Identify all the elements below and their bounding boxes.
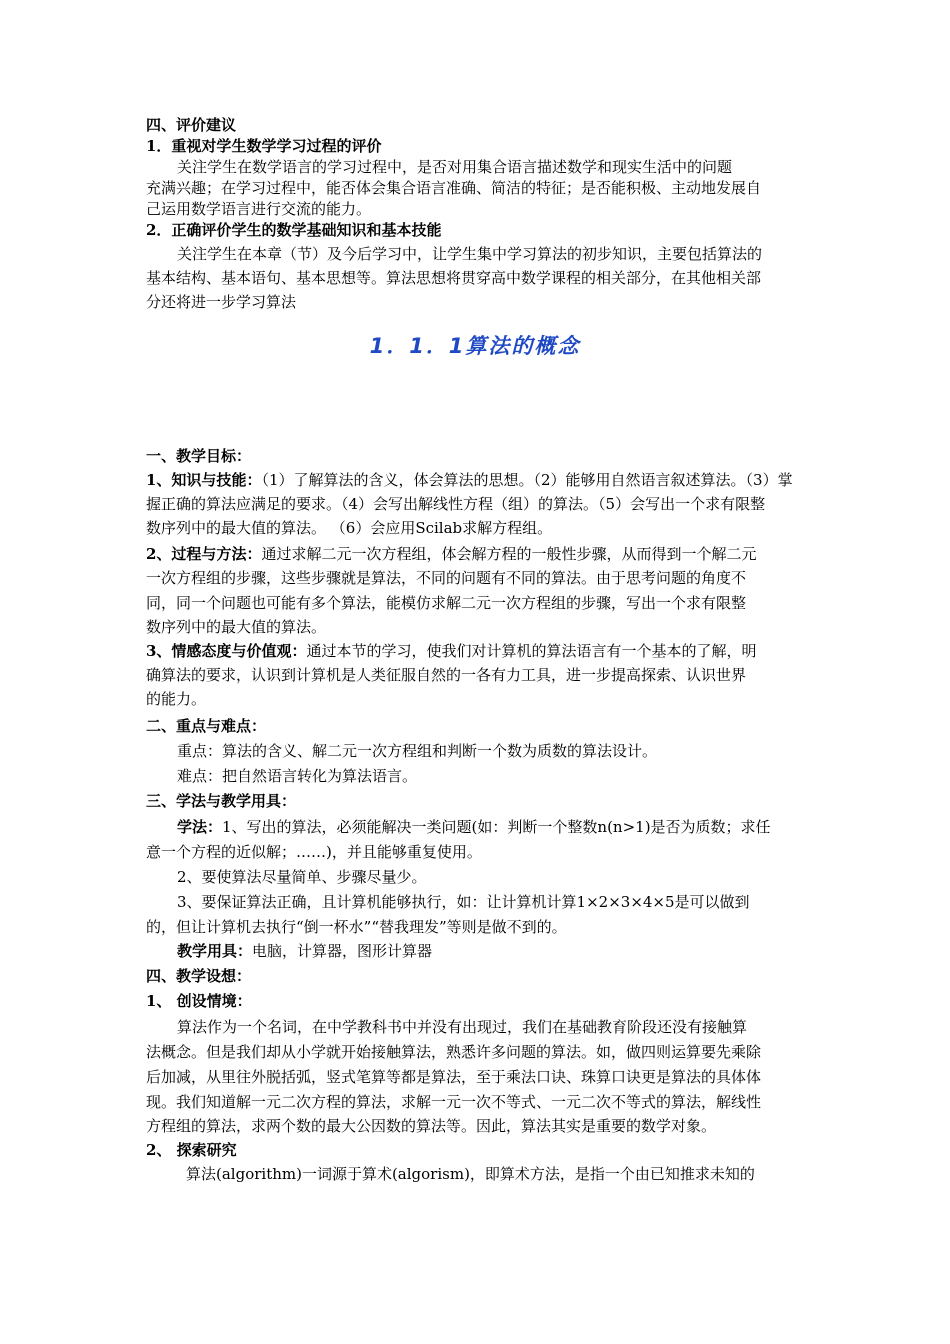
section-heading-goals: 一、教学目标： — [146, 447, 252, 465]
paragraph-line: 数序列中的最大值的算法。 （6）会应用Scilab求解方程组。 — [146, 519, 553, 537]
difficult-point: 难点：把自然语言转化为算法语言。 — [177, 767, 418, 785]
paragraph-line: 后加减，从里往外脱括弧，竖式笔算等都是算法，至于乘法口诀、珠算口诀更是算法的具体体 — [146, 1068, 762, 1086]
method-line-1 — [177, 817, 771, 837]
goal-3-text: 通过本节的学习，使我们对计算机的算法语言有一个基本的了解，明 — [306, 642, 757, 660]
key-point: 重点：算法的含义、解二元一次方程组和判断一个数为质数的算法设计。 — [177, 742, 658, 760]
paragraph-line: 算法(algorithm)一词源于算术(algorism)，即算术方法，是指一个由已知推求未知的 — [186, 1165, 755, 1183]
paragraph-line: 同，同一个问题也可能有多个算法，能模仿求解二元一次方程组的步骤，写出一个求有限整 — [146, 594, 747, 612]
section-heading-evaluation: 四、评价建议 — [146, 116, 237, 134]
paragraph-line: 现。我们知道解一元二次方程的算法，求解一元一次不等式、一元二次不等式的算法，解线性 — [146, 1093, 762, 1111]
paragraph-line: 充满兴趣；在学习过程中，能否体会集合语言准确、简洁的特征；是否能积极、主动地发展自 — [146, 179, 762, 197]
method-line-2: 2、要使算法尽量简单、步骤尽量少。 — [177, 868, 427, 886]
paragraph-line: 的能力。 — [146, 690, 207, 708]
section-heading-design: 四、教学设想： — [146, 967, 252, 985]
paragraph-line: 关注学生在本章（节）及今后学习中，让学生集中学习算法的初步知识，主要包括算法的 — [177, 245, 763, 263]
paragraph-line: 己运用数学语言进行交流的能力。 — [146, 200, 372, 218]
paragraph-line: 数序列中的最大值的算法。 — [146, 618, 327, 636]
paragraph-line: 一次方程组的步骤，这些步骤就是算法，不同的问题有不同的算法。由于思考问题的角度不 — [146, 569, 747, 587]
paragraph-line: 分还将进一步学习算法 — [146, 293, 297, 311]
goal-1-line — [146, 470, 793, 490]
goal-1-label: 1、知识与技能： — [146, 471, 262, 489]
eval-item2-heading: 2．正确评价学生的数学基础知识和基本技能 — [146, 221, 442, 239]
goal-1-text: （1）了解算法的含义，体会算法的思想。（2）能够用自然语言叙述算法。（3）掌 — [261, 471, 793, 489]
paragraph-line: 确算法的要求，认识到计算机是人类征服自然的一各有力工具，进一步提高探索、认识世界 — [146, 666, 747, 684]
goal-3-label: 3、情感态度与价值观： — [146, 642, 307, 660]
tools-text: 电脑，计算器，图形计算器 — [252, 942, 433, 960]
tools-line — [177, 941, 432, 961]
paragraph-line: 基本结构、基本语句、基本思想等。算法思想将贯穿高中数学课程的相关部分，在其他相关部 — [146, 269, 762, 287]
lesson-title: 1．1．1算法的概念 — [369, 334, 581, 358]
method-line-3: 3、要保证算法正确，且计算机能够执行，如：让计算机计算1×2×3×4×5是可以做到 — [177, 893, 750, 911]
paragraph-line: 关注学生在数学语言的学习过程中，是否对用集合语言描述数学和现实生活中的问题 — [177, 158, 733, 176]
goal-3-line — [146, 641, 756, 661]
design-step-1-heading: 1、 创设情境： — [146, 992, 252, 1010]
paragraph-line: 意一个方程的近似解；……)，并且能够重复使用。 — [146, 843, 482, 861]
paragraph-line: 法概念。但是我们却从小学就开始接触算法，熟悉许多问题的算法。如，做四则运算要先乘除 — [146, 1043, 762, 1061]
paragraph-line: 的，但让计算机去执行“倒一杯水”“替我理发”等则是做不到的。 — [146, 918, 567, 936]
paragraph-line: 握正确的算法应满足的要求。（4）会写出解线性方程（组）的算法。（5）会写出一个求有限整 — [146, 495, 766, 513]
section-heading-keypoints: 二、重点与难点： — [146, 717, 267, 735]
paragraph-line: 算法作为一个名词，在中学教科书中并没有出现过，我们在基础教育阶段还没有接触算 — [177, 1018, 748, 1036]
tools-label: 教学用具： — [177, 942, 253, 960]
eval-item1-heading: 1．重视对学生数学学习过程的评价 — [146, 137, 382, 155]
section-heading-methods: 三、学法与教学用具： — [146, 792, 297, 810]
goal-2-text: 通过求解二元一次方程组，体会解方程的一般性步骤，从而得到一个解二元 — [261, 545, 757, 563]
paragraph-line: 方程组的算法，求两个数的最大公因数的算法等。因此，算法其实是重要的数学对象。 — [146, 1117, 717, 1135]
goal-2-line — [146, 544, 756, 564]
method-text: 1、写出的算法，必须能解决一类问题(如：判断一个整数n(n>1)是否为质数；求任 — [222, 818, 771, 836]
goal-2-label: 2、过程与方法： — [146, 545, 262, 563]
design-step-2-heading: 2、 探索研究 — [146, 1141, 237, 1159]
method-label: 学法： — [177, 818, 223, 836]
